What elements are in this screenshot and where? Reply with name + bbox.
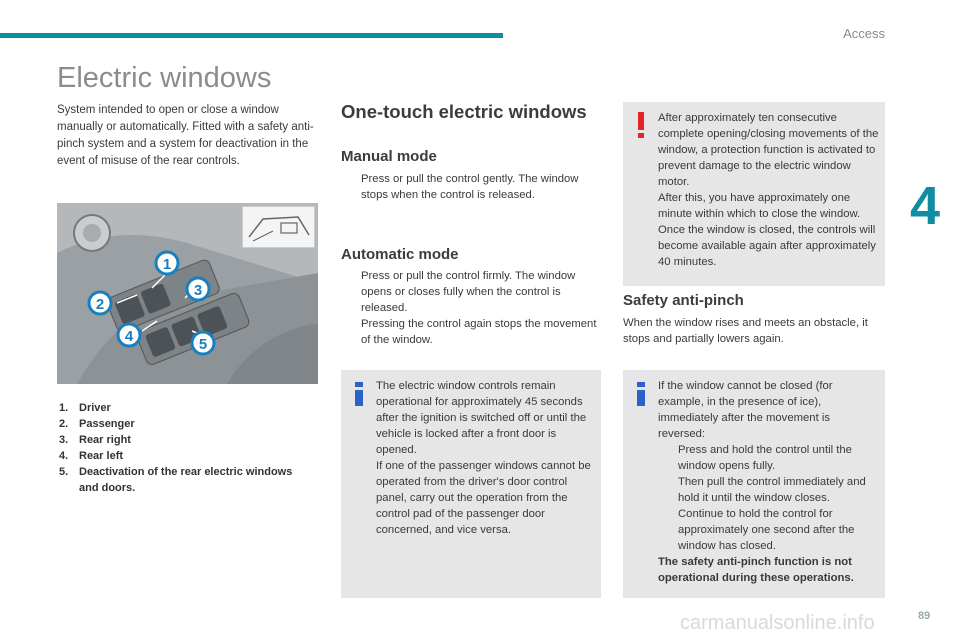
callout-2 (89, 292, 111, 314)
list-item: Continue to hold the control for approximately one second after the window has closed. (678, 508, 855, 552)
callout-5 (192, 332, 214, 354)
automatic-mode-steps (341, 268, 603, 348)
info-paragraph: The electric window controls remain operational for approximately 45 seconds after the ignition is switched off or until the vehicle is locked after a front door is opened. (376, 380, 587, 456)
warning-box (623, 102, 885, 286)
svg-text:1: 1 (162, 256, 172, 273)
list-item: Pressing the control again stops the movement of the window. (361, 318, 597, 346)
callout-1 (156, 252, 178, 274)
list-item: Press or pull the control firmly. The window opens or closes fully when the control is released. (361, 270, 576, 314)
legend-item: 3. Rear right (59, 434, 131, 446)
svg-text:5: 5 (198, 336, 208, 353)
section-heading-one-touch: One-touch electric windows (341, 101, 587, 122)
list-item: Then pull the control immediately and hold it until the window closes. (678, 476, 866, 504)
info-intro: If the window cannot be closed (for example, in the presence of ice), immediately after the movement is reversed: (658, 380, 833, 440)
warning-icon (635, 112, 647, 138)
figure-legend (59, 400, 309, 496)
heading-automatic-mode: Automatic mode (341, 246, 459, 263)
page-title: Electric windows (57, 62, 272, 94)
chapter-number: 4 (910, 176, 941, 236)
info-bold-note: The safety anti-pinch function is not operational during these operations. (658, 556, 854, 584)
section-header: Access (843, 26, 885, 41)
door-controls-illustration (57, 203, 318, 384)
info-box-controls (341, 370, 601, 598)
page-number: 89 (918, 610, 931, 622)
svg-text:3: 3 (193, 282, 203, 299)
heading-manual-mode: Manual mode (341, 148, 437, 165)
callout-4 (118, 324, 140, 346)
legend-item: 4. Rear left (59, 450, 124, 462)
location-inset (242, 206, 315, 248)
legend-item: 5. Deactivation of the rear electric windows and doors. (59, 466, 293, 494)
list-item: Press or pull the control gently. The window stops when the control is released. (361, 173, 579, 201)
warning-paragraph: After this, you have approximately one minute within which to close the window. Once the window is closed, the controls will become available again after approximately 40 minutes. (658, 192, 876, 268)
svg-text:2: 2 (95, 296, 105, 313)
header-accent-bar (0, 33, 503, 38)
legend-item: 2. Passenger (59, 418, 135, 430)
heading-safety-anti-pinch: Safety anti-pinch (623, 292, 744, 309)
info-icon (634, 382, 648, 406)
warning-paragraph: After approximately ten consecutive complete opening/closing movements of the window, a protection function is activated to prevent damage to the electric window motor. (658, 112, 879, 188)
watermark: carmanualsonline.info (680, 612, 875, 634)
svg-text:4: 4 (124, 328, 134, 345)
info-box-anti-pinch (623, 370, 885, 598)
list-item: Press and hold the control until the window opens fully. (678, 444, 852, 472)
callout-3 (187, 278, 209, 300)
anti-pinch-text: When the window rises and meets an obstacle, it stops and partially lowers again. (623, 317, 868, 345)
legend-item: 1. Driver (59, 402, 111, 414)
intro-text: System intended to open or close a window manually or automatically. Fitted with a safety anti-pinch system and a system for deactivation in the event of misuse of the rear controls. (57, 104, 314, 167)
door-location-icon (243, 207, 314, 247)
manual-mode-steps (341, 171, 603, 203)
info-paragraph: If one of the passenger windows cannot be operated from the driver's door control panel, carry out the operation from the control pad of the passenger door concerned, and vice versa. (376, 460, 591, 536)
info-icon (352, 382, 366, 406)
